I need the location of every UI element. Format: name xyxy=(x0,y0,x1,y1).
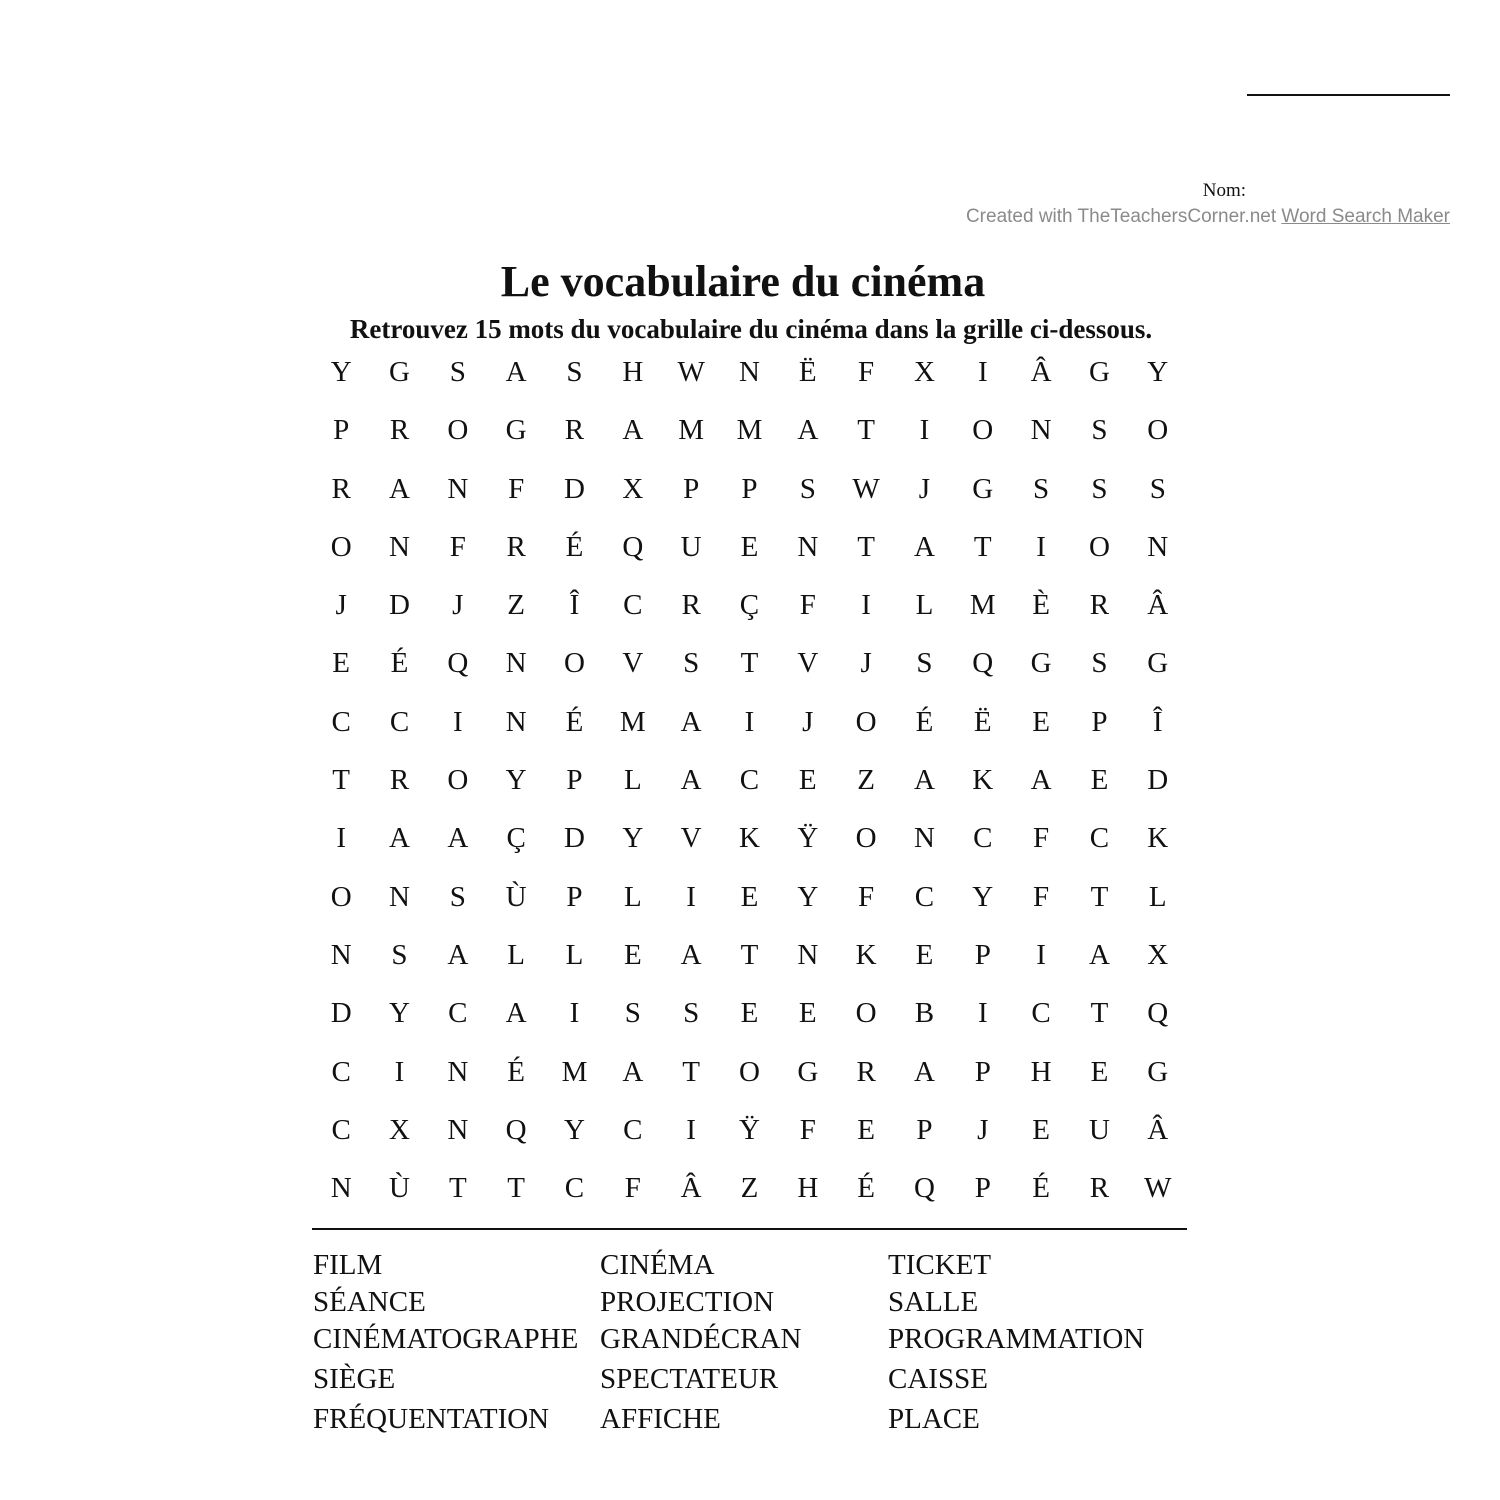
grid-letter: T xyxy=(507,1172,525,1205)
grid-letter: N xyxy=(447,472,469,505)
grid-letter: N xyxy=(913,822,935,855)
grid-letter: C xyxy=(623,1113,643,1146)
grid-letter: R xyxy=(331,472,351,505)
grid-letter: É xyxy=(565,530,584,563)
grid-letter: V xyxy=(680,822,702,855)
grid-letter: S xyxy=(391,938,408,971)
grid-letter: P xyxy=(566,880,583,913)
grid-letter: U xyxy=(680,530,702,563)
grid-letter: L xyxy=(623,764,642,797)
grid-letter: I xyxy=(686,1113,696,1146)
grid-letter: L xyxy=(623,880,642,913)
grid-letter: D xyxy=(389,589,410,622)
grid-letter: C xyxy=(448,997,468,1030)
grid-letter: H xyxy=(622,356,644,388)
word-list-item: CINÉMATOGRAPHE xyxy=(313,1323,579,1355)
grid-letter: J xyxy=(977,1113,989,1146)
grid-letter: N xyxy=(738,356,760,388)
grid-letter: Y xyxy=(330,356,352,388)
grid-letter: I xyxy=(744,705,755,738)
grid-letter: I xyxy=(919,414,930,447)
grid-letter: E xyxy=(1032,705,1050,738)
grid-letter: S xyxy=(683,997,700,1030)
grid-letter: H xyxy=(797,1172,819,1205)
grid-letter: A xyxy=(913,530,935,563)
grid-letter: Ÿ xyxy=(797,822,819,855)
grid-letter: E xyxy=(740,997,759,1030)
grid-letter: S xyxy=(1149,472,1166,505)
grid-letter: S xyxy=(624,997,641,1030)
grid-letter: O xyxy=(447,764,469,797)
grid-letter: N xyxy=(330,1172,352,1205)
grid-letter: C xyxy=(564,1172,585,1205)
grid-letter: M xyxy=(969,589,996,622)
credit-prefix: Created with TheTeachersCorner.net xyxy=(965,206,1282,227)
grid-letter: O xyxy=(330,880,352,913)
grid-letter: I xyxy=(452,705,463,738)
grid-letter: S xyxy=(449,880,466,913)
grid-letter: É xyxy=(507,1055,525,1088)
grid-letter: T xyxy=(1090,880,1109,913)
grid-letter: Ë xyxy=(798,356,817,388)
grid-letter: T xyxy=(448,1172,467,1205)
grid-letter: S xyxy=(1091,472,1108,505)
word-list-item: CAISSE xyxy=(888,1363,988,1395)
grid-letter: Â xyxy=(1030,356,1052,388)
grid-letter: C xyxy=(331,1113,351,1146)
grid-letter: Q xyxy=(913,1172,935,1205)
grid-letter: C xyxy=(739,764,760,797)
grid-letter: G xyxy=(972,472,994,505)
letter-grid xyxy=(312,354,1187,1218)
grid-letter: R xyxy=(506,530,526,563)
grid-letter: D xyxy=(1147,764,1169,797)
grid-letter: I xyxy=(394,1055,405,1088)
grid-letter: Ç xyxy=(739,589,760,622)
word-list-item: FRÉQUENTATION xyxy=(313,1403,550,1435)
grid-letter: O xyxy=(1147,414,1169,447)
grid-letter: A xyxy=(913,1055,935,1088)
grid-letter: R xyxy=(1089,1172,1110,1205)
grid-letter: T xyxy=(857,414,875,447)
grid-letter: A xyxy=(447,822,469,855)
grid-letter: I xyxy=(977,997,988,1030)
divider-line xyxy=(312,1228,1187,1230)
grid-letter: I xyxy=(861,589,871,622)
grid-letter: S xyxy=(916,647,933,680)
grid-letter: É xyxy=(565,705,584,738)
grid-letter: E xyxy=(1032,1113,1050,1146)
grid-letter: Â xyxy=(1147,1113,1169,1146)
grid-letter: O xyxy=(855,997,877,1030)
grid-letter: L xyxy=(1148,880,1167,913)
word-list-row xyxy=(313,1284,1213,1321)
page-subtitle: Retrouvez 15 mots du vocabulaire du cinéma dans la grille ci-dessous. xyxy=(349,314,1153,344)
grid-letter: T xyxy=(332,764,351,797)
grid-letter: V xyxy=(797,647,819,680)
grid-letter: Q xyxy=(447,647,469,680)
grid-letter: F xyxy=(858,880,875,913)
grid-letter: O xyxy=(330,530,352,563)
grid-letter: A xyxy=(1088,938,1110,971)
grid-letter: E xyxy=(332,647,351,680)
grid-letter: P xyxy=(741,472,758,505)
name-label: Nom: xyxy=(1202,180,1246,201)
grid-letter: É xyxy=(915,705,934,738)
grid-letter: É xyxy=(1032,1172,1050,1205)
grid-letter: R xyxy=(389,414,410,447)
word-list-item: TICKET xyxy=(888,1249,992,1281)
grid-letter: C xyxy=(389,705,410,738)
grid-letter: R xyxy=(389,764,410,797)
grid-letter: A xyxy=(622,414,644,447)
grid-letter: Q xyxy=(972,647,994,680)
grid-letter: P xyxy=(333,414,350,447)
word-list-row xyxy=(313,1361,1213,1401)
grid-letter: P xyxy=(1091,705,1108,738)
grid-letter: L xyxy=(915,589,934,622)
grid-letter: J xyxy=(918,472,931,505)
grid-letter: T xyxy=(682,1055,700,1088)
grid-letter: W xyxy=(852,472,880,505)
grid-letter: M xyxy=(678,414,705,447)
grid-letter: G xyxy=(1088,356,1110,388)
grid-letter: A xyxy=(797,414,819,447)
grid-letter: L xyxy=(507,938,525,971)
grid-letter: E xyxy=(740,530,759,563)
grid-letter: N xyxy=(389,880,410,913)
grid-letter: Î xyxy=(569,589,580,622)
name-blank-line xyxy=(1247,94,1450,96)
grid-letter: Y xyxy=(622,822,644,855)
grid-letter: N xyxy=(1030,414,1052,447)
grid-letter: N xyxy=(447,1055,469,1088)
grid-letter: A xyxy=(622,1055,644,1088)
grid-letter: Y xyxy=(797,880,819,913)
grid-letter: G xyxy=(1147,1055,1169,1088)
grid-letter: F xyxy=(508,472,525,505)
grid-letter: S xyxy=(566,356,583,388)
word-list-item: GRANDÉCRAN xyxy=(600,1323,802,1355)
grid-letter: D xyxy=(330,997,352,1030)
grid-letter: F xyxy=(799,589,816,622)
grid-letter: N xyxy=(505,705,527,738)
credit-link[interactable]: Word Search Maker xyxy=(1281,206,1450,227)
grid-letter: D xyxy=(564,472,585,505)
grid-letter: E xyxy=(915,938,934,971)
grid-letter: R xyxy=(856,1055,876,1088)
grid-letter: F xyxy=(1033,880,1050,913)
grid-letter: S xyxy=(683,647,700,680)
grid-letter: Z xyxy=(857,764,875,797)
grid-letter: I xyxy=(336,822,346,855)
word-list-item: SPECTATEUR xyxy=(600,1363,779,1395)
grid-letter: J xyxy=(335,589,347,622)
credit-line xyxy=(966,206,1450,228)
grid-letter: T xyxy=(1090,997,1109,1030)
grid-letter: Y xyxy=(505,764,527,797)
grid-letter: A xyxy=(447,938,469,971)
grid-letter: Z xyxy=(507,589,525,622)
grid-letter: T xyxy=(740,938,759,971)
grid-letter: A xyxy=(389,822,410,855)
word-list-item: PROGRAMMATION xyxy=(888,1323,1145,1355)
grid-letter: F xyxy=(858,356,875,388)
grid-letter: A xyxy=(913,764,935,797)
grid-letter: I xyxy=(977,356,988,388)
grid-letter: Â xyxy=(1147,589,1169,622)
word-list-row xyxy=(313,1321,1213,1361)
grid-letter: S xyxy=(1091,647,1108,680)
grid-letter: R xyxy=(564,414,585,447)
grid-letter: Ç xyxy=(506,822,526,855)
grid-letter: O xyxy=(972,414,994,447)
grid-letter: X xyxy=(1147,938,1169,971)
grid-letter: W xyxy=(1144,1172,1172,1205)
grid-letter: Q xyxy=(622,530,644,563)
grid-letter: J xyxy=(860,647,872,680)
grid-letter: C xyxy=(914,880,935,913)
grid-letter: N xyxy=(447,1113,469,1146)
grid-letter: J xyxy=(802,705,814,738)
grid-letter: N xyxy=(330,938,352,971)
grid-letter: W xyxy=(677,356,705,388)
grid-letter: Y xyxy=(972,880,994,913)
grid-letter: M xyxy=(619,705,646,738)
grid-letter: S xyxy=(799,472,816,505)
grid-letter: O xyxy=(1088,530,1110,563)
grid-letter: S xyxy=(449,356,466,388)
grid-letter: O xyxy=(738,1055,760,1088)
grid-letter: E xyxy=(857,1113,875,1146)
grid-letter: G xyxy=(1030,647,1052,680)
grid-letter: Î xyxy=(1152,705,1163,738)
grid-letter: C xyxy=(331,1055,351,1088)
grid-letter: P xyxy=(916,1113,933,1146)
grid-letter: Y xyxy=(1147,356,1169,388)
grid-letter: K xyxy=(855,938,877,971)
grid-letter: E xyxy=(798,764,817,797)
grid-letter: O xyxy=(855,822,877,855)
word-list-item: FILM xyxy=(313,1249,383,1281)
grid-letter: X xyxy=(389,1113,410,1146)
grid-letter: K xyxy=(738,822,760,855)
grid-letter: F xyxy=(449,530,466,563)
grid-letter: X xyxy=(622,472,644,505)
grid-letter: T xyxy=(973,530,992,563)
grid-letter: F xyxy=(1033,822,1050,855)
grid-letter: P xyxy=(566,764,583,797)
grid-letter: P xyxy=(974,1055,991,1088)
grid-letter: K xyxy=(972,764,994,797)
grid-letter: A xyxy=(680,705,702,738)
grid-letter: S xyxy=(1091,414,1108,447)
grid-letter: R xyxy=(681,589,701,622)
grid-letter: Ë xyxy=(973,705,992,738)
word-list-item: PLACE xyxy=(888,1403,980,1435)
grid-letter: Y xyxy=(564,1113,585,1146)
word-list-item: PROJECTION xyxy=(600,1286,775,1318)
grid-letter: B xyxy=(914,997,935,1030)
grid-letter: O xyxy=(564,647,585,680)
grid-letter: A xyxy=(505,997,527,1030)
grid-letter: R xyxy=(1089,589,1110,622)
grid-letter: P xyxy=(974,1172,991,1205)
grid-letter: F xyxy=(624,1172,641,1205)
grid-letter: V xyxy=(622,647,644,680)
grid-letter: K xyxy=(1147,822,1169,855)
grid-letter: Ÿ xyxy=(738,1113,760,1146)
grid-letter: M xyxy=(561,1055,588,1088)
grid-letter: C xyxy=(1031,997,1051,1030)
grid-letter: N xyxy=(1147,530,1169,563)
grid-letter: T xyxy=(740,647,759,680)
grid-letter: N xyxy=(505,647,527,680)
grid-letter: C xyxy=(623,589,643,622)
grid-letter: C xyxy=(973,822,993,855)
grid-letter: Z xyxy=(740,1172,759,1205)
grid-letter: A xyxy=(680,938,702,971)
grid-letter: D xyxy=(564,822,585,855)
grid-letter: Ù xyxy=(389,1172,410,1205)
grid-letter: É xyxy=(390,647,409,680)
grid-letter: G xyxy=(1147,647,1169,680)
grid-letter: Q xyxy=(505,1113,527,1146)
grid-letter: I xyxy=(1036,530,1046,563)
grid-letter: G xyxy=(389,356,410,388)
grid-letter: M xyxy=(736,414,763,447)
grid-letter: P xyxy=(974,938,991,971)
grid-letter: Â xyxy=(680,1172,702,1205)
grid-letter: Ù xyxy=(505,880,527,913)
grid-letter: A xyxy=(680,764,702,797)
grid-letter: Q xyxy=(1147,997,1169,1030)
grid-letter: C xyxy=(1089,822,1110,855)
grid-letter: F xyxy=(799,1113,816,1146)
grid-letter: E xyxy=(623,938,642,971)
word-list-item: SÉANCE xyxy=(313,1286,426,1318)
grid-letter: O xyxy=(447,414,469,447)
word-list xyxy=(313,1247,1213,1441)
grid-letter: E xyxy=(1090,764,1109,797)
grid-letter: U xyxy=(1088,1113,1110,1146)
grid-letter: S xyxy=(1033,472,1050,505)
page-title: Le vocabulaire du cinéma xyxy=(500,257,986,306)
grid-letter: E xyxy=(740,880,759,913)
grid-letter: G xyxy=(505,414,527,447)
word-list-item: CINÉMA xyxy=(600,1249,715,1281)
grid-letter: C xyxy=(331,705,351,738)
grid-letter: A xyxy=(1030,764,1052,797)
grid-letter: I xyxy=(569,997,580,1030)
grid-letter: P xyxy=(683,472,700,505)
grid-letter: E xyxy=(1090,1055,1109,1088)
grid-letter: I xyxy=(1036,938,1046,971)
grid-letter: N xyxy=(389,530,410,563)
grid-letter: È xyxy=(1032,589,1050,622)
grid-letter: O xyxy=(855,705,877,738)
grid-letter: G xyxy=(797,1055,819,1088)
grid-letter: N xyxy=(797,938,819,971)
grid-letter: A xyxy=(505,356,527,388)
grid-letter: N xyxy=(797,530,819,563)
grid-letter: J xyxy=(452,589,464,622)
word-list-item: AFFICHE xyxy=(600,1403,721,1435)
word-list-item: SIÈGE xyxy=(313,1363,396,1395)
grid-letter: H xyxy=(1030,1055,1052,1088)
grid-letter: A xyxy=(389,472,410,505)
grid-letter: É xyxy=(857,1172,875,1205)
grid-letter: X xyxy=(913,356,935,388)
grid-letter: T xyxy=(857,530,875,563)
word-list-row xyxy=(313,1401,1213,1441)
word-list-item: SALLE xyxy=(888,1286,979,1318)
word-list-row xyxy=(313,1247,1213,1284)
grid-letter: Y xyxy=(389,997,410,1030)
grid-letter: I xyxy=(686,880,696,913)
grid-letter: L xyxy=(565,938,584,971)
grid-letter: E xyxy=(798,997,817,1030)
